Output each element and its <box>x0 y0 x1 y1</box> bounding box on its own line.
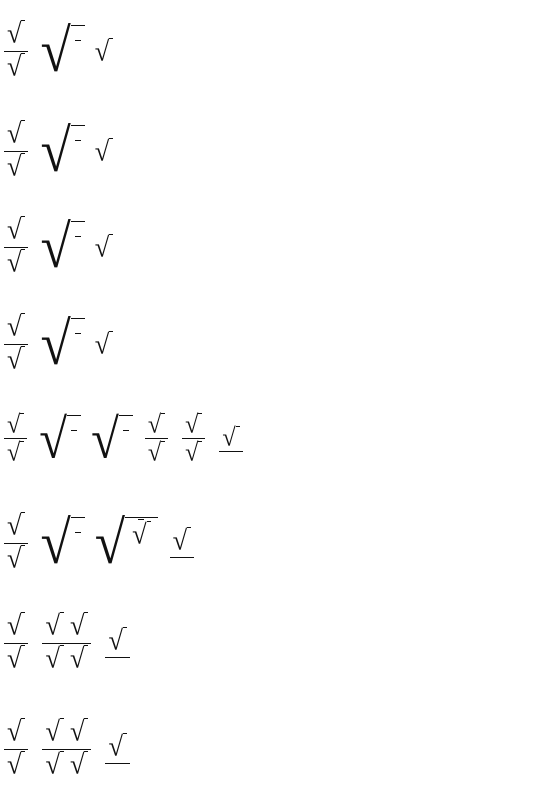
problem-d: $\frac{√}{√}$ √ √ $\frac{√}{√}$ $\frac{√}{√}$ √ <box>0 412 245 466</box>
fraction: $\frac{√}{√}$ <box>4 718 28 780</box>
sqrt: √ <box>7 53 25 79</box>
fraction: $\frac{√}{√}$ <box>4 313 28 375</box>
problem-b: $\frac{√}{√}$ √ √ <box>0 120 123 182</box>
problem-z: $\frac{√}{√}$ √ √ √ √ √ <box>0 718 132 780</box>
sqrt: √ <box>7 20 25 46</box>
problem-g: $\frac{√}{√}$ √ √ <box>0 313 113 375</box>
fraction: $\frac{√}{√}$ <box>4 412 27 466</box>
fraction: $\frac{√}{√}$ <box>4 120 28 182</box>
problem-v: $\frac{√}{√}$ √ √ <box>0 216 113 278</box>
problem-zh: $\frac{√}{√}$ √ √ √ √ √ <box>0 612 132 674</box>
fraction <box>4 17 28 82</box>
fraction: $\frac{√}{√}$ <box>4 512 28 574</box>
sqrt: √ <box>95 38 113 64</box>
fraction: $\frac{√}{√}$ <box>4 216 28 278</box>
sqrt: √ <box>40 125 84 177</box>
problem-a <box>0 16 113 84</box>
problem-e: $\frac{√}{√}$ √ √ √ √ <box>0 512 196 574</box>
sqrt: √ <box>40 25 84 77</box>
fraction: $\frac{√}{√}$ <box>4 612 28 674</box>
